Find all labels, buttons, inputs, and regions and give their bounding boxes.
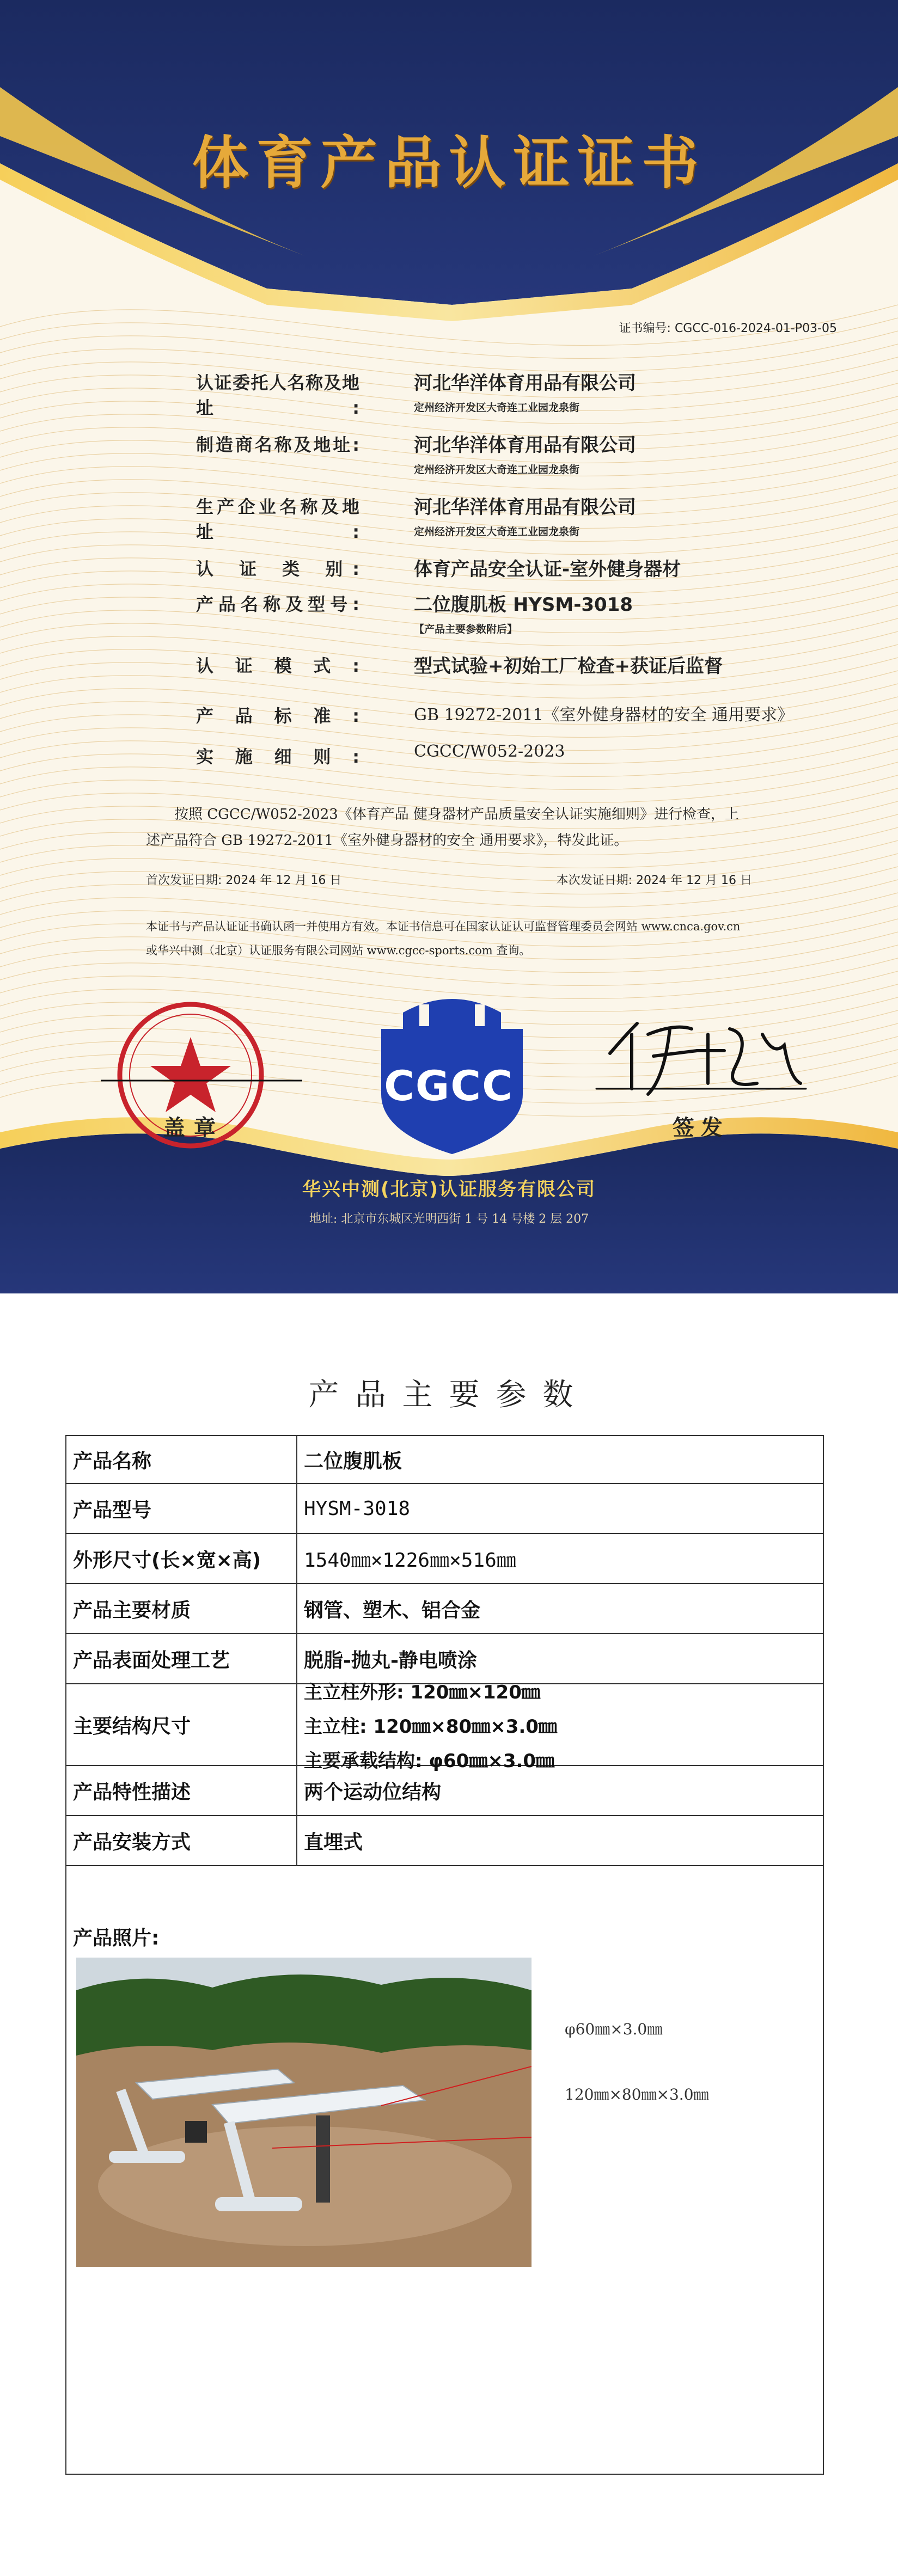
certification-basis: 按照 CGCC/W052-2023《体育产品 健身器材产品质量安全认证实施细则》进行检查，上述产品符合 GB 19272-2011《室外健身器材的安全 通用要求》，特发此证。 — [146, 806, 740, 849]
issuer-name: 华兴中测(北京)认证服务有限公司 — [302, 1179, 596, 1200]
first-issue-date: 首次发证日期: 2024 年 12 月 16 日 — [146, 874, 342, 887]
parameter-key: 主要结构尺寸 — [66, 1684, 297, 1765]
field-label: 认证委托人名称及地址: — [196, 372, 359, 418]
field-value: CGCC/W052-2023 — [414, 742, 565, 761]
field-value: 河北华洋体育用品有限公司 — [414, 372, 636, 394]
parameter-key: 产品特性描述 — [66, 1766, 297, 1815]
parameter-value: 二位腹肌板 — [304, 1450, 402, 1473]
parameters-title: 产品主要参数 — [308, 1377, 590, 1413]
field-subtext: 【产品主要参数附后】 — [414, 623, 518, 635]
certificate-number — [619, 319, 837, 336]
field-subtext: 定州经济开发区大奇连工业园龙泉街 — [414, 526, 580, 538]
parameter-value: 两个运动位结构 — [304, 1781, 442, 1804]
field-label: 生产企业名称及地址: — [196, 496, 359, 542]
parameters-table — [65, 1435, 824, 2475]
field-value: 二位腹肌板 HYSM-3018 — [414, 594, 633, 616]
certificate-title: 体育产品认证证书 — [192, 130, 706, 196]
parameter-value: 钢管、塑木、铝合金 — [304, 1599, 481, 1622]
field-value: 型式试验+初始工厂检查+获证后监督 — [414, 655, 723, 677]
table-row — [66, 1766, 823, 1816]
parameter-value-line: 主要承载结构: φ60㎜×3.0㎜ — [304, 1750, 555, 1772]
table-row — [66, 1534, 823, 1584]
field-subtext: 定州经济开发区大奇连工业园龙泉街 — [414, 402, 580, 414]
seal-label: 盖章 — [163, 1115, 224, 1140]
parameter-key: 产品表面处理工艺 — [66, 1634, 297, 1683]
field-subtext: 定州经济开发区大奇连工业园龙泉街 — [414, 464, 580, 476]
table-row — [66, 1584, 823, 1634]
table-row — [66, 1436, 823, 1484]
product-parameters-page — [0, 1293, 898, 2576]
current-issue-date: 本次发证日期: 2024 年 12 月 16 日 — [556, 874, 752, 887]
field-value: 河北华洋体育用品有限公司 — [414, 496, 636, 518]
product-photo — [76, 1958, 532, 2267]
parameter-value: 1540㎜×1226㎜×516㎜ — [304, 1549, 516, 1572]
field-value: 河北华洋体育用品有限公司 — [414, 434, 636, 456]
table-row — [66, 1484, 823, 1534]
certificate-number-value: CGCC-016-2024-01-P03-05 — [674, 322, 837, 335]
verification-notice: 本证书与产品认证证书确认函一并使用方有效。本证书信息可在国家认证认可监督管理委员会网站 www.cnca.gov.cn 或华兴中测（北京）认证服务有限公司网站 www.cgcc-sports.com 查询。 — [146, 920, 741, 957]
field-label: 产品名称及型号: — [196, 594, 359, 615]
parameter-key: 产品主要材质 — [66, 1584, 297, 1633]
parameter-value: HYSM-3018 — [304, 1497, 411, 1520]
issuer-address: 地址: 北京市东城区光明西街 1 号 14 号楼 2 层 207 — [309, 1212, 589, 1226]
parameter-value: 脱脂-抛丸-静电喷涂 — [304, 1649, 477, 1672]
field-value: 体育产品安全认证-室外健身器材 — [414, 559, 681, 580]
photo-row — [66, 1914, 823, 2474]
parameter-key: 产品名称 — [66, 1436, 297, 1483]
parameter-value-line: 主立柱: 120㎜×80㎜×3.0㎜ — [304, 1715, 557, 1738]
signature-label: 签发 — [673, 1115, 729, 1140]
field-label: 认 证 类 别: — [196, 559, 359, 579]
field-value: GB 19272-2011《室外健身器材的安全 通用要求》 — [414, 706, 794, 725]
parameter-value — [304, 1681, 816, 1772]
cgcc-logo-text: CGCC — [384, 1062, 514, 1110]
field-label: 认 证 模 式 : — [196, 655, 359, 676]
certificate-number-label: 证书编号: — [619, 322, 671, 335]
field-label: 实 施 细 则 : — [196, 746, 359, 767]
parameter-value-line: 主立柱外形: 120㎜×120㎜ — [304, 1681, 540, 1703]
table-row — [66, 1681, 823, 1772]
parameter-key: 外形尺寸(长×宽×高) — [66, 1534, 297, 1583]
parameter-key: 产品型号 — [66, 1484, 297, 1533]
callout-tube-diameter: φ60㎜×3.0㎜ — [565, 2020, 663, 2038]
photo-label: 产品照片: — [73, 1927, 160, 1949]
table-row — [66, 1816, 823, 1866]
parameter-value: 直埋式 — [304, 1831, 363, 1854]
field-label: 制造商名称及地址: — [196, 434, 359, 455]
parameter-key: 产品安装方式 — [66, 1816, 297, 1865]
callout-column-size: 120㎜×80㎜×3.0㎜ — [565, 2086, 709, 2103]
field-label: 产 品 标 准 : — [196, 706, 359, 726]
